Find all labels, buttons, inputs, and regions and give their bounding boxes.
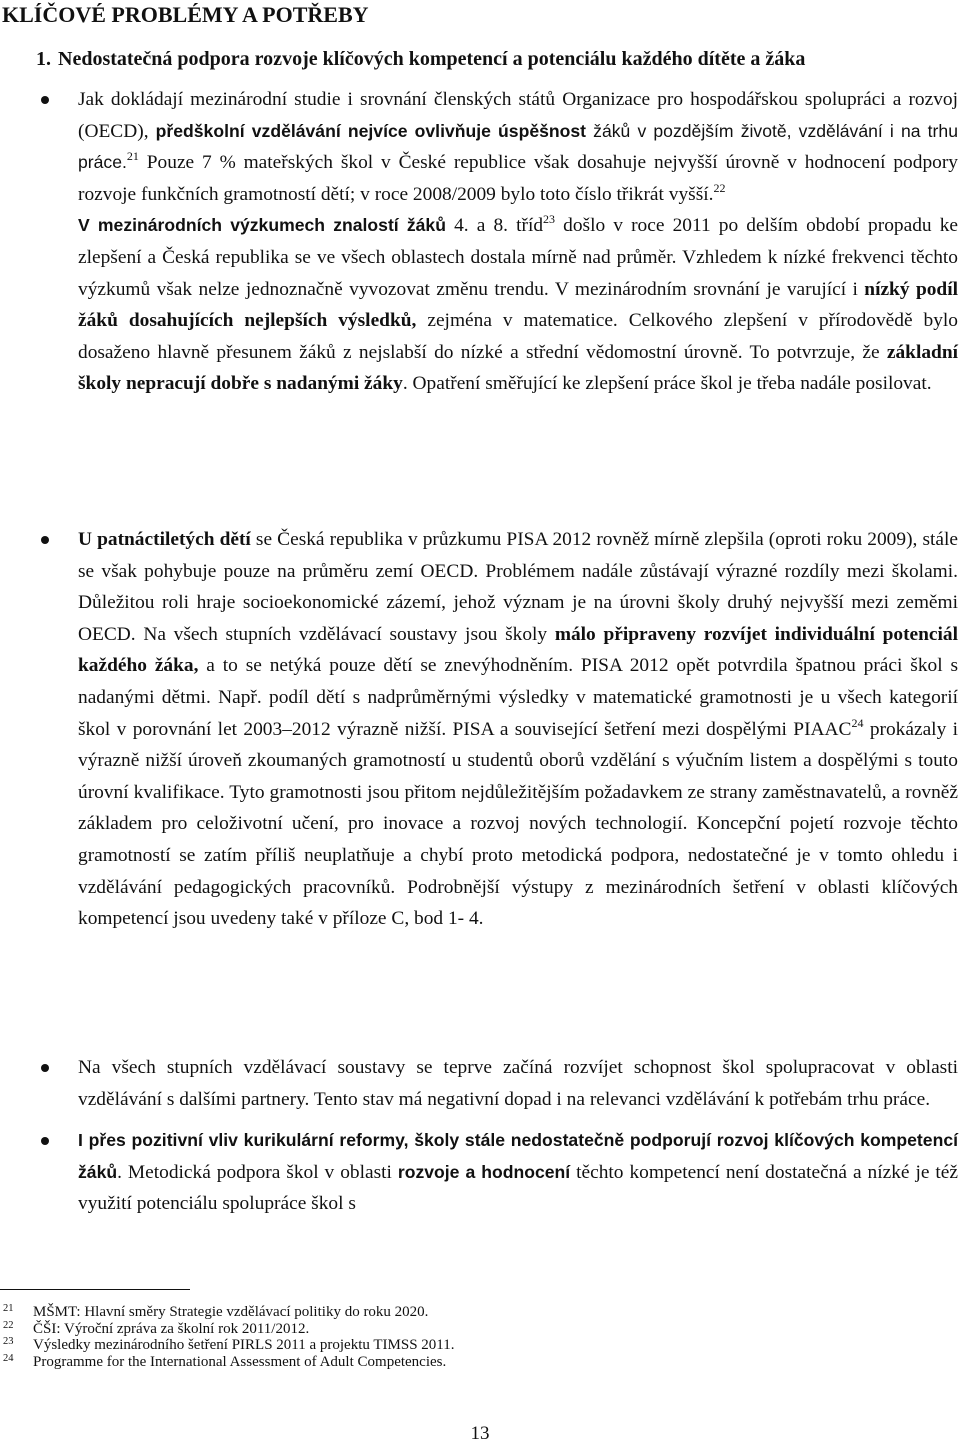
bullet-dot-icon [41,1064,49,1072]
bullet-dot-icon [41,96,49,104]
bullet-paragraph-3 [0,1052,958,1115]
bold-text-run: základní školy nepracují dobře s nadanými žáky [78,341,958,395]
text-run: Jak dokládají mezinárodní studie i srovnání členských států Organizace pro hospodářskou spolupráci a rozvoj (OECD), [78,89,958,142]
text-run: žáků v pozdějším životě, vzdělávání i na trhu práce. [78,120,958,173]
footnotes [0,1304,900,1370]
bold-text-run: málo připraveny rozvíjet individuální potenciál každého žáka, [78,623,958,677]
section-heading: KLÍČOVÉ PROBLÉMY A POTŘEBY [2,2,369,27]
footnote-ref-23: 23 [543,212,556,227]
bullet-paragraph-1 [0,84,958,514]
bullet-dot-icon [41,536,49,544]
bullet-dot-icon [41,1137,49,1145]
footnote-23: 23 Výsledky mezinárodního šetření PIRLS 2011 a projektu TIMSS 2011. [3,1336,455,1353]
text-run: Pouze 7 % mateřských škol v České republice však dosahuje nejvyšší úrovně v hodnocení podpory rozvoje funkčních gramotností dětí; v roce 2008/2009 bylo toto číslo třikrát vyšší. [78,152,958,205]
footnote-ref-24: 24 [851,715,864,730]
bold-text-run: nízký podíl žáků dosahujících nejlepších výsledků, [78,278,958,332]
numbered-item-1 [36,46,805,72]
text-run: prokázaly i výrazně nižší úroveň zkoumaných gramotností u studentů oborů vzdělání s výučním listem a dospělými s touto úrovní kvalifikace. Tyto gramotnosti jsou přitom nejdůležitějším požadavkem ze strany zaměstnavatelů, a rovněž základem pro celoživotní učení, pro inovace a rozvoj nových technologií. Koncepční pojetí rozvoje těchto gramotností se zatím příliš neuplatňuje a chybí proto metodická podpora, nedostatečné je v tomto ohledu i vzdělávání pedagogických pracovníků. Podrobnější výstupy z mezinárodních šetření v oblasti klíčových kompetencí jsou uvedeny také v příloze C, bod 1- 4. [78,718,958,930]
footnote-24: 24 Programme for the International Assessment of Adult Competencies. [3,1352,447,1370]
bold-text-run: I přes pozitivní vliv kurikulární reformy, školy stále nedostatečně podporují rozvoj klíčových kompetencí žáků [78,1130,958,1182]
bold-text-run: rozvoje a hodnocení [397,1161,571,1182]
text-run: . Metodická podpora škol v oblasti [117,1161,398,1183]
bold-text-run: U patnáctiletých dětí [78,529,251,550]
text-run: Na všech stupních vzdělávací soustavy se teprve začíná rozvíjet schopnost škol spolupracovat v oblasti vzdělávání s dalšími partnery. Tento stav má negativní dopad i na relevanci vzdělávání k potřebám trhu práce. [78,1057,958,1110]
text-run: se Česká republika v průzkumu PISA 2012 rovněž mírně zlepšila (oproti roku 2009), stále se však pohybuje pouze na průměru zemí OECD. Problémem nadále zůstávají výrazné rozdíly mezi školami. Důležitou roli hraje socioekonomické zázemí, jehož význam je na úrovni školy druhý nejvyšší mezi zeměmi OECD. Na všech stupních vzdělávací soustavy jsou školy [78,529,959,645]
bullet-paragraph-4 [0,1125,958,1220]
footnote-separator [0,1289,190,1290]
bullet-list [0,84,960,1220]
item-title: Nedostatečná podpora rozvoje klíčových kompetencí a potenciálu každého dítěte a žáka [58,48,806,70]
footnote-21: 21 MŠMT: Hlavní směry Strategie vzdělávací politiky do roku 2020. [3,1303,429,1320]
text-run: a to se netýká pouze dětí se znevýhodněním. PISA 2012 opět potvrdila špatnou práci škol s nadanými dětmi. Např. podíl dětí s nadprůměrnými výsledky v matematické gramotnosti je u všech kategorií škol v porovnání let 2003–2012 výrazně nižší. PISA a související šetření mezi dospělými PIAAC [78,655,958,740]
footnote-ref-22: 22 [713,180,726,195]
bold-text-run: předškolní vzdělávání nejvíce ovlivňuje úspěšnost [155,120,587,141]
text-run: těchto kompetencí není dostatečná a nízké je též využití potenciálu spolupráce škol s [78,1161,959,1215]
text-run: 4. a 8. tříd [445,215,544,237]
text-run: došlo v roce 2011 po delším období propadu ke zlepšení a Česká republika se ve všech oblastech dostala mírně nad průměr. Vzhledem k nízké frekvenci těchto výzkumů však nelze jednoznačně vyvozovat změnu trendu. V mezinárodním srovnání je varující i [78,215,958,300]
footnote-ref-21: 21 [126,149,139,164]
page-number: 13 [470,1423,490,1444]
bold-text-run: V mezinárodních výzkumech znalostí žáků [78,215,446,236]
bullet-paragraph-2 [0,524,958,1044]
text-run: zejména v matematice. Celkového zlepšení v přírodovědě bylo dosaženo hlavně přesunem žáků z nejslabší do nízké a střední vědomostní úrovně. To potvrzuje, že [78,310,959,363]
footnote-22: 22 ČŠI: Výroční zpráva za školní rok 2011/2012. [3,1319,310,1337]
item-number: 1. [36,48,51,70]
text-run: . Opatření směřující ke zlepšení práce škol je třeba nadále posilovat. [402,373,932,395]
